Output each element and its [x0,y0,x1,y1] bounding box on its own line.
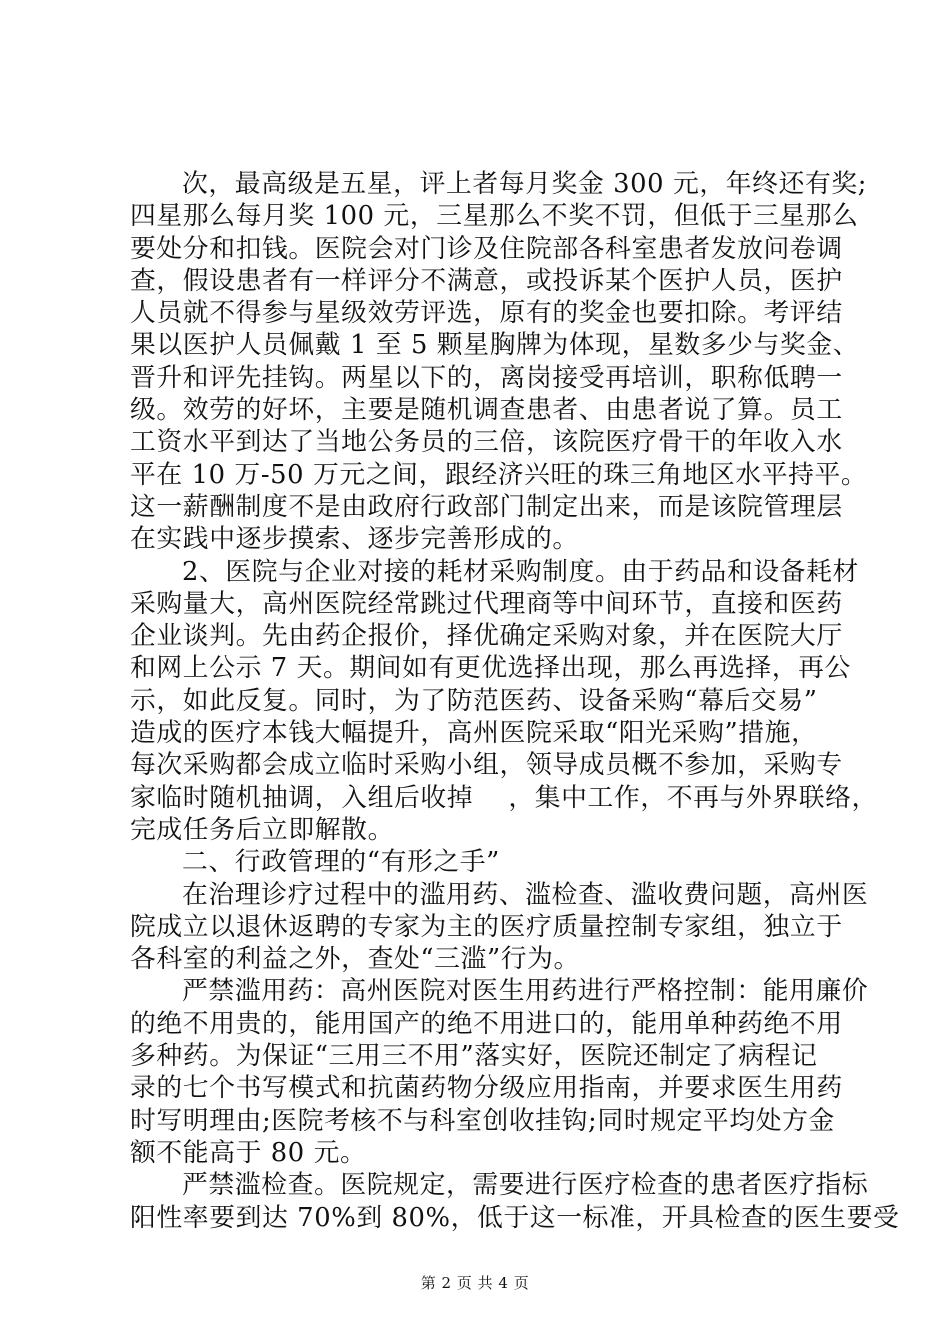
text-line: 阳性率要到达 70%到 80%，低于这一标准，开具检查的医生要受 [130,1202,900,1233]
text-line: 示，如此反复。同时，为了防范医药、设备采购“幕后交易” [130,685,818,716]
text-line: 完成任务后立即解散。 [130,814,394,845]
text-line: 平在 10 万-50 万元之间，跟经济兴旺的珠三角地区水平持平。 [130,459,868,490]
text-line: 额不能高于 80 元。 [130,1137,367,1168]
text-line: 时写明理由;医院考核不与科室创收挂钩;同时规定平均处方金 [130,1105,835,1136]
text-line: 晋升和评先挂钩。两星以下的，离岗接受再培训，职称低聘一 [130,362,843,393]
text-line: 在治理诊疗过程中的滥用药、滥检查、滥收费问题，高州医 [182,879,869,910]
text-line: 2、医院与企业对接的耗材采购制度。由于药品和设备耗材 [182,556,859,587]
text-line: 级。效劳的好坏，主要是随机调查患者、由患者说了算。员工 [130,395,843,426]
text-line: 家临时随机抽调，入组后收掉 ，集中工作，不再与外界联络， [130,782,878,813]
text-line: 每次采购都会成立临时采购小组，领导成员概不参加，采购专 [130,750,843,781]
text-line: 严禁滥检查。医院规定，需要进行医疗检查的患者医疗指标 [182,1170,869,1201]
page-footer: 第 2 页 共 4 页 [420,1274,530,1292]
text-line: 次，最高级是五星，评上者每月奖金 300 元，年终还有奖; [182,169,868,199]
text-line: 查，假设患者有一样评分不满意，或投诉某个医护人员，医护 [130,265,843,296]
text-line: 果以医护人员佩戴 1 至 5 颗星胸牌为体现，星数多少与奖金、 [130,330,860,361]
text-line: 企业谈判。先由药企报价，择优确定采购对象，并在医院大厅 [130,621,843,652]
text-line: 多种药。为保证“三用三不用”落实好，医院还制定了病程记 [130,1041,818,1072]
document-body [130,168,900,1234]
text-line: 这一薪酬制度不是由政府行政部门制定出来，而是该院管理层 [130,491,843,522]
text-line: 工资水平到达了当地公务员的三倍，该院医疗骨干的年收入水 [130,427,843,458]
text-line: 院成立以退休返聘的专家为主的医疗质量控制专家组，独立于 [130,911,843,942]
text-line: 造成的医疗本钱大幅提升，高州医院采取“阳光采购”措施， [130,718,818,749]
text-line: 的绝不用贵的，能用国产的绝不用进口的，能用单种药绝不用 [130,1008,843,1039]
text-line: 采购量大，高州医院经常跳过代理商等中间环节，直接和医药 [130,588,843,619]
text-line: 四星那么每月奖 100 元，三星那么不奖不罚，但低于三星那么 [130,201,859,232]
text-line: 录的七个书写模式和抗菌药物分级应用指南，并要求医生用药 [130,1073,843,1104]
text-line: 二、行政管理的“有形之手” [182,847,500,878]
text-line: 在实践中逐步摸索、逐步完善形成的。 [130,524,579,555]
text-line: 和网上公示 7 天。期间如有更优选择出现，那么再选择，再公 [130,653,851,684]
text-line: 人员就不得参与星级效劳评选，原有的奖金也要扣除。考评结 [130,298,843,329]
text-line: 严禁滥用药：高州医院对医生用药进行严格控制：能用廉价 [182,976,869,1007]
text-line: 各科室的利益之外，查处“三滥”行为。 [130,944,580,975]
text-line: 要处分和扣钱。医院会对门诊及住院部各科室患者发放问卷调 [130,233,843,264]
